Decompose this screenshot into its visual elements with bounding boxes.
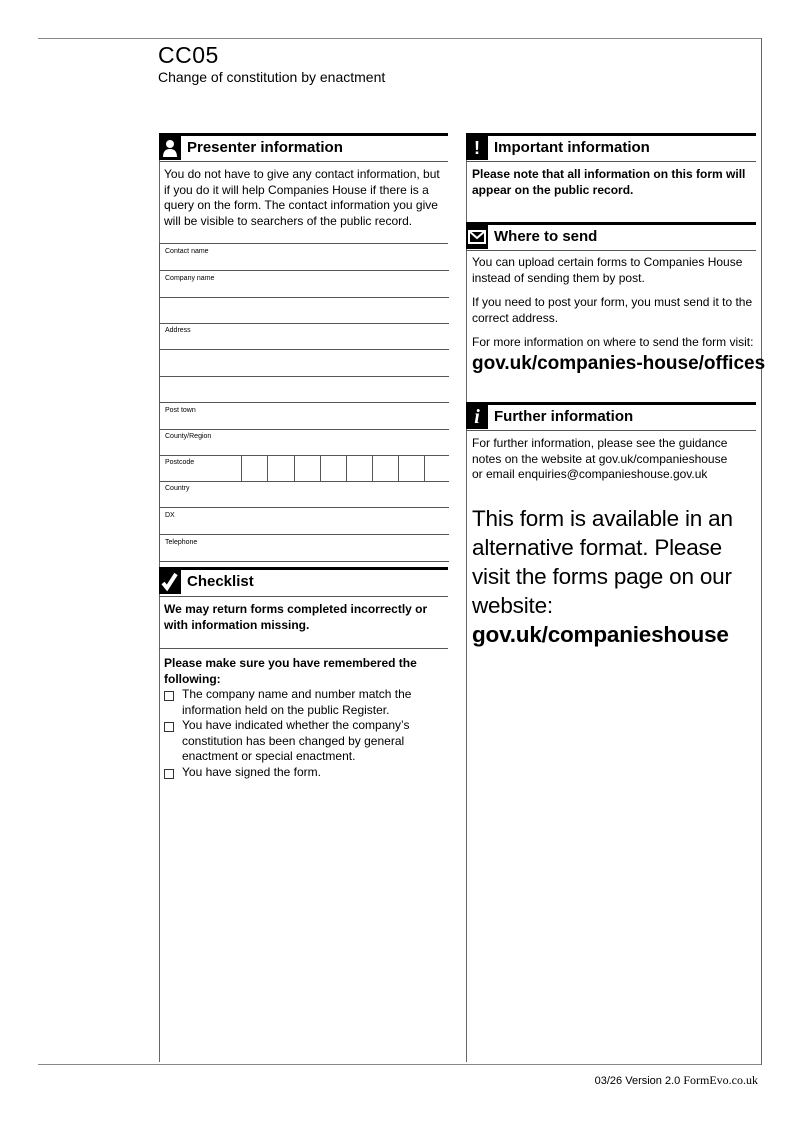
footer [595,1073,758,1088]
postcode-box-divider [372,455,373,481]
dx-field[interactable] [159,508,449,535]
company-name-label: Company name [165,275,215,282]
bottom-rule [38,1064,762,1065]
important-section-header [466,133,756,162]
presenter-intro: You do not have to give any contact information, but if you do it will help Companies House if there is a query on the form. The contact information you give will be visible to searchers of the public record. [164,167,440,228]
important-heading: Important information [494,139,650,156]
checklist-item-text: You have indicated whether the company’s constitution has been changed by general enactment or special enactment. [182,718,410,764]
further-info-text [472,436,754,483]
telephone-label: Telephone [165,539,198,546]
form-code: CC05 [158,42,219,68]
checklist-item [164,687,424,718]
address-field-line-3[interactable] [159,376,449,403]
telephone-field[interactable] [159,535,449,562]
footer-version: 03/26 Version 2.0 [594,1075,681,1087]
where-to-send-p2: If you need to post your form, you must send it to the correct address. [472,295,753,325]
company-name-field-line-2[interactable] [159,297,449,324]
form-title: Change of constitution by enactment [158,69,386,85]
address-field[interactable] [159,323,449,350]
checklist-item [164,765,424,781]
middle-column-rule [466,134,467,1062]
contact-name-label: Contact name [165,248,209,255]
checklist-items [164,687,424,781]
further-info-line: notes on the website at gov.uk/companieshouse [472,451,728,466]
postcode-box-divider [398,455,399,481]
divider [159,161,448,162]
checklist-item-text: The company name and number match the information held on the public Register. [182,687,412,717]
postcode-field[interactable] [159,455,449,482]
exclamation-icon: ! [466,136,488,160]
important-text: Please note that all information on this form will appear on the public record. [472,167,746,197]
further-info-section-header [466,402,756,431]
post-town-field[interactable] [159,403,449,430]
checklist-heading: Checklist [187,573,254,590]
checkbox[interactable] [164,722,174,732]
divider [466,161,756,162]
presenter-section-header [159,133,448,162]
further-info-line: or email enquiries@companieshouse.gov.uk [472,467,708,482]
further-info-line: For further information, please see the guidance [472,436,728,450]
postcode-box-divider [320,455,321,481]
person-icon [159,136,181,160]
post-town-label: Post town [165,407,196,414]
county-region-field[interactable] [159,429,449,456]
presenter-heading: Presenter information [187,139,343,156]
offices-link[interactable]: gov.uk/companies-house/offices [472,353,766,374]
where-to-send-heading: Where to send [494,228,598,245]
right-page-rule [761,38,762,1065]
country-label: Country [165,485,190,492]
checklist-item [164,718,424,765]
county-region-label: County/Region [165,433,212,440]
alt-format-text: This form is available in an alternative format. Please visit the forms page on our website: [472,506,733,618]
checkmark-icon [159,570,181,594]
postcode-box-divider [346,455,347,481]
address-field-line-2[interactable] [159,350,449,377]
checklist-section-header [159,567,448,596]
contact-name-field[interactable] [159,244,449,271]
divider [159,648,448,649]
postcode-box-divider [294,455,295,481]
checkbox[interactable] [164,769,174,779]
where-to-send-p3: For more information on where to send the form visit: [472,335,754,349]
footer-brand: FormEvo.co.uk [683,1073,758,1087]
divider [159,596,448,597]
address-label: Address [165,327,191,334]
checklist-remember: Please make sure you have remembered the following: [164,656,417,686]
alt-format-notice [472,504,760,649]
checkbox[interactable] [164,691,174,701]
info-icon: i [466,405,488,429]
checklist-warning: We may return forms completed incorrectly or with information missing. [164,602,428,632]
top-rule [38,38,762,39]
postcode-box-divider [424,455,425,481]
envelope-icon [466,225,488,249]
postcode-box-divider [267,455,268,481]
where-to-send-p1: You can upload certain forms to Companies House instead of sending them by post. [472,255,743,285]
further-info-heading: Further information [494,408,634,425]
checklist-item-text: You have signed the form. [182,764,321,779]
postcode-box-divider [241,455,242,481]
dx-label: DX [165,512,175,519]
company-name-field[interactable] [159,271,449,298]
companies-house-link[interactable]: gov.uk/companieshouse [472,622,729,647]
where-to-send-section-header [466,222,756,251]
country-field[interactable] [159,481,449,508]
divider [466,430,756,431]
divider [466,250,756,251]
postcode-label: Postcode [165,459,195,466]
